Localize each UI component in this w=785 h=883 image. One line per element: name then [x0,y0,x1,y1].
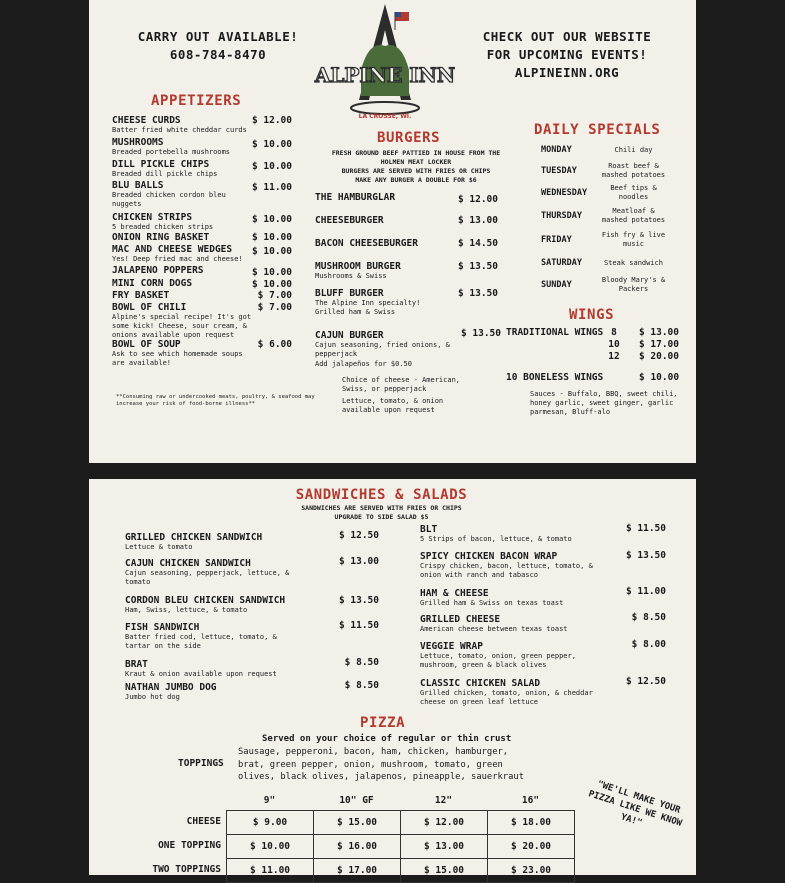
sandwiches-right-list [420,524,666,708]
list-item: SUNDAY Bloody Mary's & Packers [541,276,666,293]
table-cell: $ 13.00 [401,835,488,859]
table-row [227,811,575,835]
list-item: BLUFF BURGER $ 13.50 The Alpine Inn specialty! Grilled ham & Swiss [315,288,498,316]
list-item: GRILLED CHEESE $ 8.50 American cheese between texas toast [420,612,666,633]
sandwiches-left-list [125,530,379,704]
pizza-title: PIZZA [360,715,406,731]
daily-specials-list [541,140,681,296]
list-item: MUSHROOM BURGER $ 13.50 Mushrooms & Swiss [315,261,498,280]
pizza-row-labels [129,810,221,882]
daily-specials-title: DAILY SPECIALS [534,122,661,138]
appetizers-list [112,115,292,369]
sandwiches-title: SANDWICHES & SALADS [295,487,468,503]
list-item: FISH SANDWICH $ 11.50 Batter fried cod, lettuce, tomato, & tartar on the side [125,620,379,650]
list-item: BLT $ 11.50 5 Strips of bacon, lettuce, & tomato [420,523,666,543]
table-cell: $ 12.00 [401,811,488,835]
toppings-note: Lettuce, tomato, & onion available upon request [342,397,444,414]
burgers-list [315,192,501,360]
size-header: 12" [434,795,453,806]
food-safety-warning: **Consuming raw or undercooked meats, poultry, & seafood may increase your risk of food-borne illness** [116,394,315,407]
jalapeno-note: Add jalapeños for $0.50 [315,360,412,368]
list-item: 8 $ 13.00 [611,327,679,338]
list-item: MUSHROOMS $ 10.00 Breaded portebella mushrooms [112,137,292,156]
crust-note: Served on your choice of regular or thin crust [262,734,512,744]
table-cell: $ 16.00 [314,835,401,859]
wings-prices [599,327,679,363]
table-cell: $ 15.00 [314,811,401,835]
wing-sauces: Sauces - Buffalo, BBQ, sweet chili, honey garlic, sweet ginger, garlic parmesan, Bluff-alo [530,390,678,416]
toppings-list: Sausage, pepperoni, bacon, ham, chicken, hamburger, brat, green pepper, onion, mushroom, tomato, green olives, black olives, jalapenos, pineapple, sauerkraut [238,747,524,782]
table-cell: $ 20.00 [488,835,575,859]
burgers-title: BURGERS [377,130,441,146]
list-item: ONION RING BASKET $ 10.00 [112,232,292,243]
table-cell: $ 9.00 [227,811,314,835]
list-item: FRIDAY Fish fry & live music [541,231,666,248]
list-item: CLASSIC CHICKEN SALAD $ 12.50 Grilled chicken, tomato, onion, & cheddar cheese on green leaf lettuce [420,676,666,706]
list-item: GRILLED CHICKEN SANDWICH $ 12.50 Lettuce & tomato [125,530,379,551]
table-cell: $ 15.00 [401,859,488,883]
burgers-intro: FRESH GROUND BEEF PATTIED IN HOUSE FROM THE HOLMEN MEAT LOCKER BURGERS ARE SERVED WITH FRIES OR CHIPS MAKE ANY BURGER A DOUBLE FOR $6 [331,149,501,184]
row-label: CHEESE [186,816,221,827]
list-item: BRAT $ 8.50 Kraut & onion available upon request [125,657,379,678]
size-header: 10" GF [339,795,374,806]
list-item: CORDON BLEU CHICKEN SANDWICH $ 13.50 Ham, Swiss, lettuce, & tomato [125,595,379,614]
list-item: CHICKEN STRIPS $ 10.00 5 breaded chicken strips [112,212,292,231]
list-item: BOWL OF CHILI $ 7.00 Alpine's special recipe! It's got some kick! Cheese, sour cream, & onions available upon request [112,302,292,339]
list-item: THURSDAY Meatloaf & mashed potatoes [541,207,666,224]
list-item: SATURDAY Steak sandwich [541,257,663,268]
table-cell: $ 11.00 [227,859,314,883]
list-item: CHEESEBURGER $ 13.00 [315,215,498,226]
menu-page-1 [89,0,696,463]
boneless-wings-label: 10 BONELESS WINGS [506,372,604,383]
appetizers-title: APPETIZERS [151,93,242,109]
list-item: THE HAMBURGLAR $ 12.00 [315,192,498,205]
list-item: MINI CORN DOGS $ 10.00 [112,278,292,290]
list-item: BLU BALLS $ 11.00 Breaded chicken cordon bleu nuggets [112,180,292,208]
table-cell: $ 10.00 [227,835,314,859]
list-item: CAJUN CHICKEN SANDWICH $ 13.00 Cajun seasoning, pepperjack, lettuce, & tomato [125,556,379,586]
list-item: BOWL OF SOUP $ 6.00 Ask to see which homemade soups are available! [112,339,292,367]
logo-subtitle: LA CROSSE, WI. [358,113,412,120]
list-item: 10 $ 17.00 [608,339,679,350]
website-notice: CHECK OUT OUR WEBSITE FOR UPCOMING EVENTS! ALPINEINN.ORG [482,29,652,80]
sandwiches-intro: SANDWICHES ARE SERVED WITH FRIES OR CHIPS UPGRADE TO SIDE SALAD $5 [301,504,462,521]
table-cell: $ 17.00 [314,859,401,883]
list-item: FRY BASKET $ 7.00 [112,290,292,301]
carry-out-notice: CARRY OUT AVAILABLE! 608-784-8470 [137,29,299,62]
list-item: SPICY CHICKEN BACON WRAP $ 13.50 Crispy chicken, bacon, lettuce, tomato, & onion with ranch and tabasco [420,550,666,579]
pizza-size-headers [226,795,574,806]
table-cell: $ 23.00 [488,859,575,883]
list-item: TUESDAY Roast beef & mashed potatoes [541,162,666,179]
row-label: TWO TOPPINGS [152,864,221,875]
size-header: 9" [263,795,276,806]
table-row [227,859,575,883]
traditional-wings-label: TRADITIONAL WINGS [506,327,604,338]
pizza-price-table [226,810,575,883]
toppings-label: TOPPINGS [178,758,224,769]
boneless-wings-price: $ 10.00 [639,372,680,383]
size-header: 16" [521,795,540,806]
menu-page-2 [89,479,696,875]
list-item: DILL PICKLE CHIPS $ 10.00 Breaded dill pickle chips [112,159,292,178]
alpine-inn-logo [314,0,456,122]
row-label: ONE TOPPING [158,840,221,851]
list-item: WEDNESDAY Beef tips & noodles [541,184,657,201]
list-item: CHEESE CURDS $ 12.00 Batter fried white cheddar curds [112,115,292,134]
list-item: BACON CHEESEBURGER $ 14.50 [315,238,498,249]
logo-text: ALPINE INN [314,63,456,87]
cheese-choice-note: Choice of cheese - American, Swiss, or pepperjack [342,376,461,393]
list-item: JALAPENO POPPERS $ 10.00 [112,265,292,278]
list-item: MONDAY Chili day [541,144,653,155]
list-item: VEGGIE WRAP $ 8.00 Lettuce, tomato, onion, green pepper, mushroom, green & black olives [420,639,666,669]
table-cell: $ 18.00 [488,811,575,835]
table-row [227,835,575,859]
pizza-slogan: "WE'LL MAKE YOUR PIZZA LIKE WE KNOW YA!" [587,779,683,829]
list-item: CAJUN BURGER $ 13.50 Cajun seasoning, fried onions, & pepperjack [315,328,501,358]
list-item: 12 $ 20.00 [608,351,679,362]
list-item: HAM & CHEESE $ 11.00 Grilled ham & Swiss on texas toast [420,586,666,607]
list-item: MAC AND CHEESE WEDGES $ 10.00 Yes! Deep fried mac and cheese! [112,244,292,263]
list-item: NATHAN JUMBO DOG $ 8.50 Jumbo hot dog [125,680,379,701]
wings-title: WINGS [569,307,615,323]
